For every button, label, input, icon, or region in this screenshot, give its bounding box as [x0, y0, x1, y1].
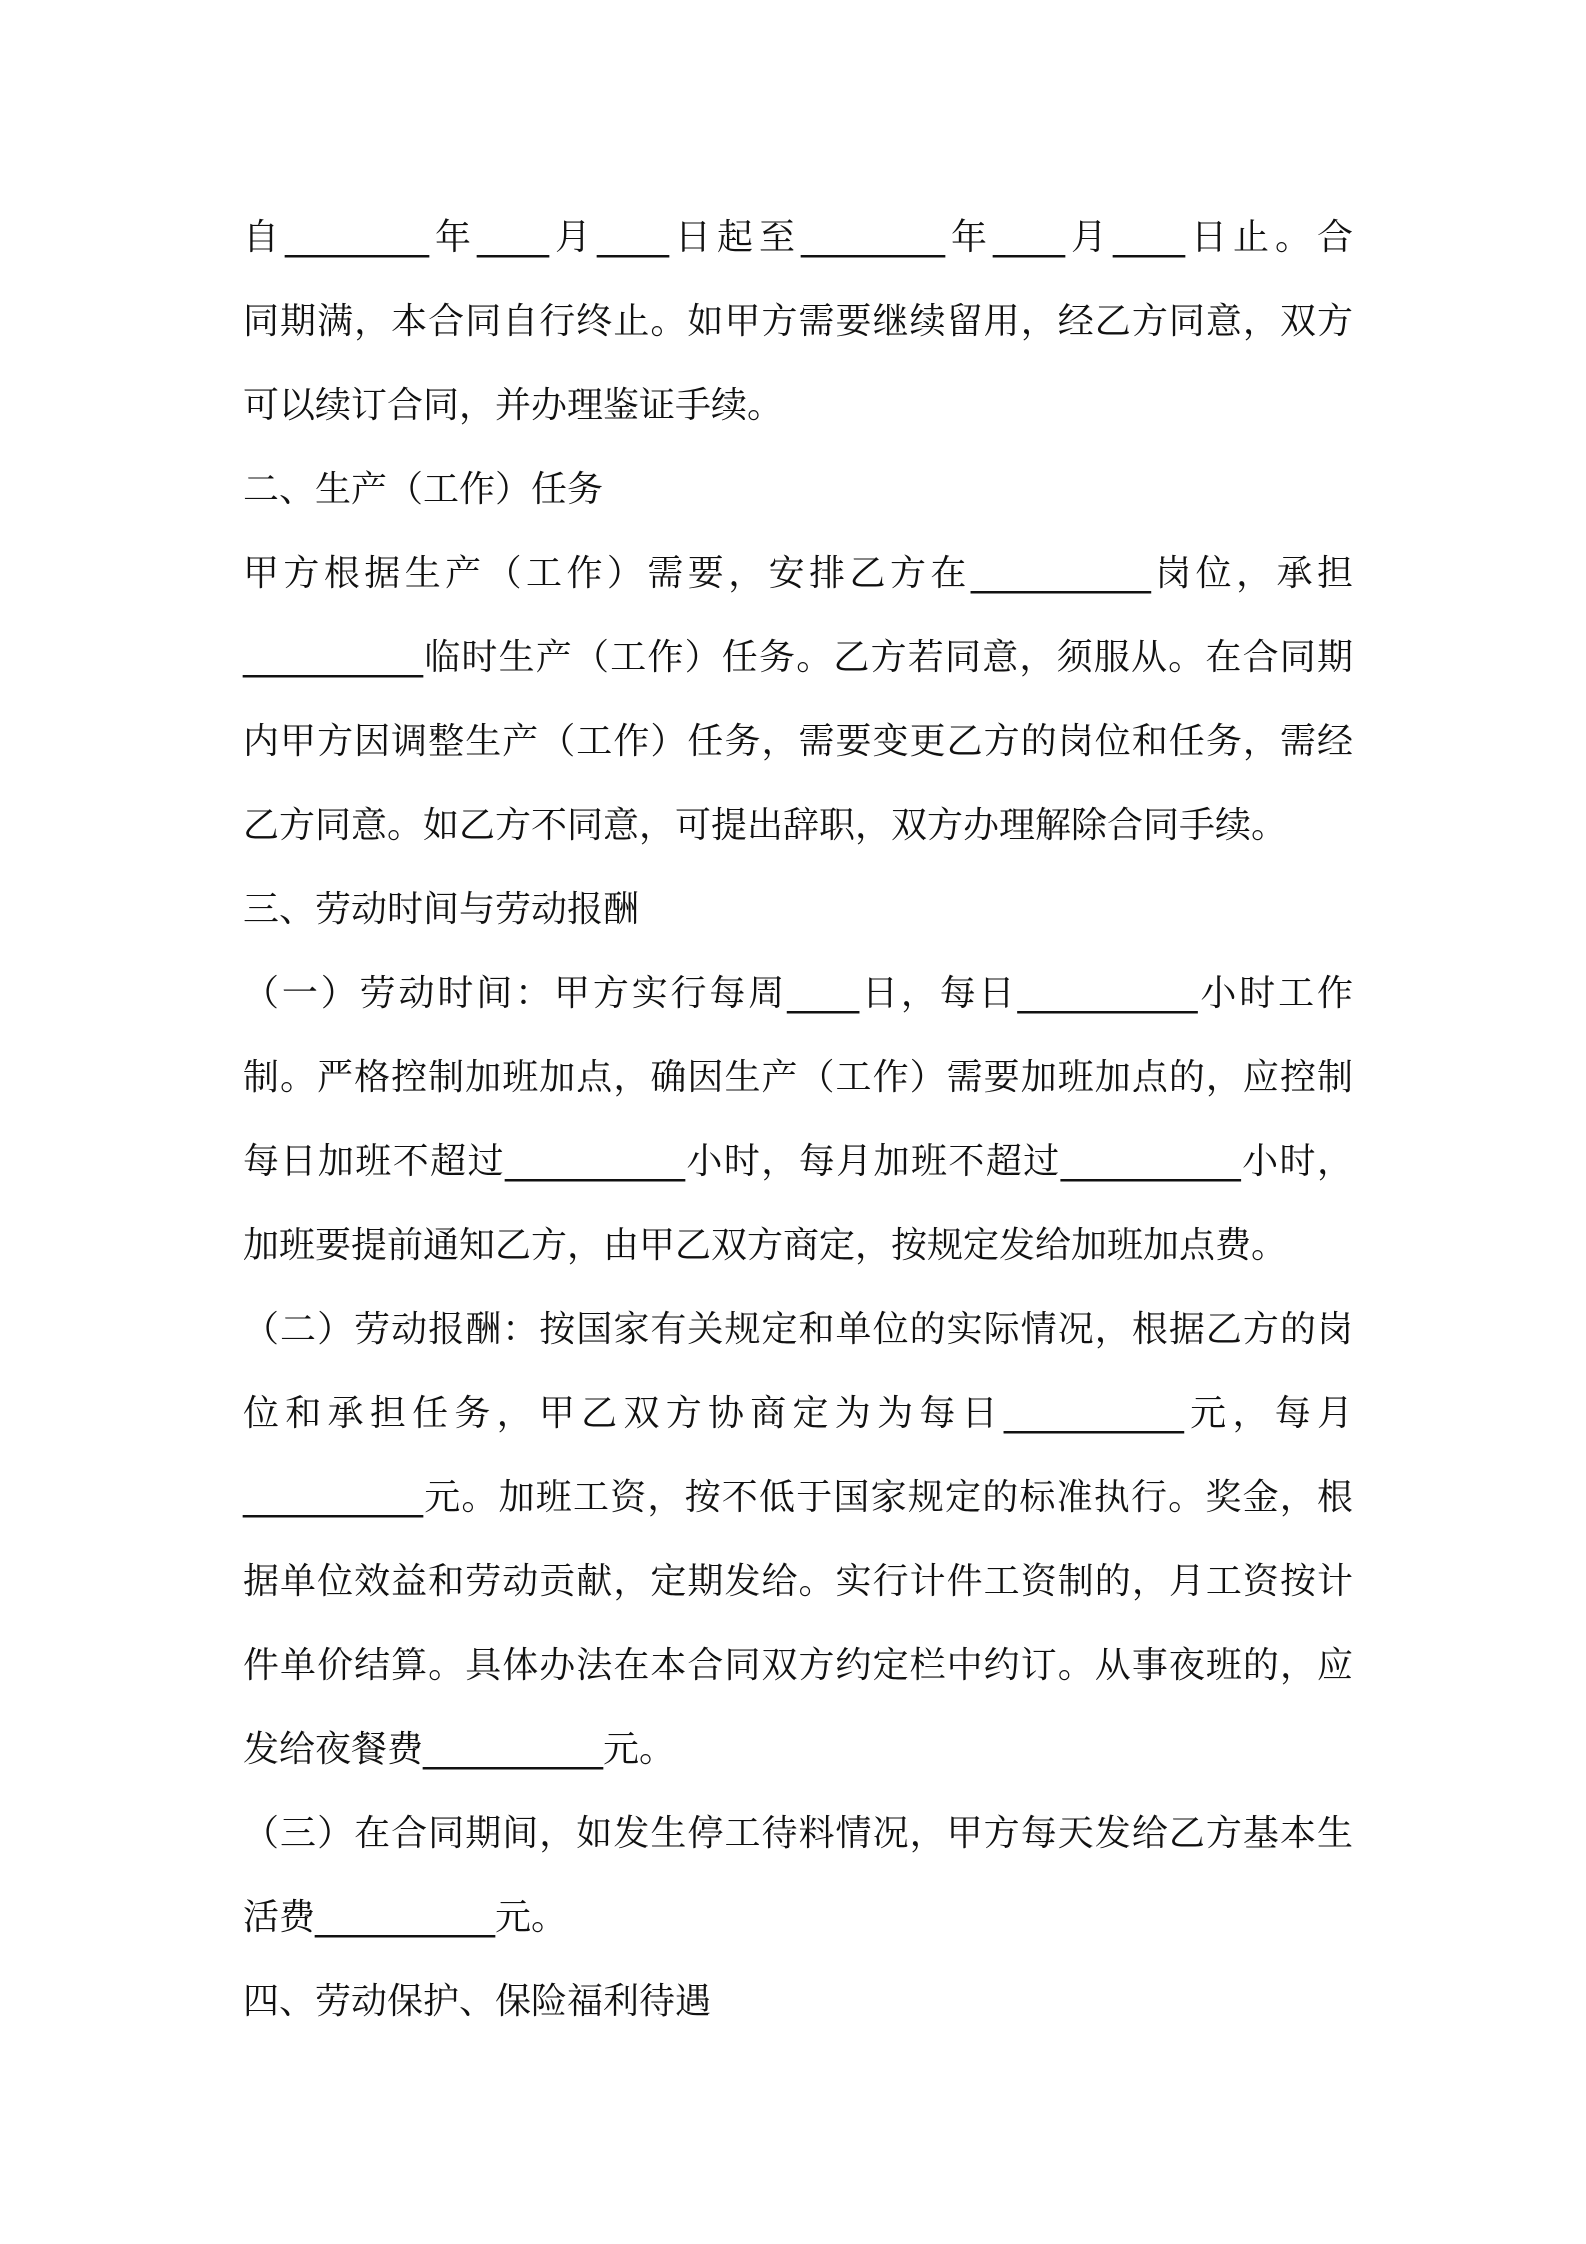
- text-line-16: __________元。加班工资，按不低于国家规定的标准执行。奖金，根: [243, 1477, 1353, 1518]
- text-line-8: 乙方同意。如乙方不同意，可提出辞职，双方办理解除合同手续。: [243, 805, 1288, 846]
- text-line-10: （一）劳动时间：甲方实行每周____日，每日__________小时工作: [243, 973, 1353, 1014]
- text-line-7: 内甲方因调整生产（工作）任务，需要变更乙方的岗位和任务，需经: [243, 721, 1353, 762]
- text-line-1: 自________年____月____日起至________年____月____日止。合: [243, 217, 1353, 258]
- text-line-2: 同期满，本合同自行终止。如甲方需要继续留用，经乙方同意，双方: [243, 301, 1353, 342]
- text-line-5: 甲方根据生产（工作）需要，安排乙方在__________岗位，承担: [243, 553, 1353, 594]
- text-line-3: 可以续订合同，并办理鉴证手续。: [243, 385, 784, 426]
- text-line-14: （二）劳动报酬：按国家有关规定和单位的实际情况，根据乙方的岗: [243, 1309, 1353, 1350]
- text-line-19: 发给夜餐费__________元。: [243, 1729, 676, 1770]
- section-heading-2: 二、生产（工作）任务: [243, 469, 604, 510]
- text-line-13: 加班要提前通知乙方，由甲乙双方商定，按规定发给加班加点费。: [243, 1225, 1288, 1266]
- text-line-15: 位和承担任务，甲乙双方协商定为为每日__________元，每月: [243, 1393, 1353, 1434]
- contract-page: [243, 196, 1353, 2044]
- text-line-21: 活费__________元。: [243, 1897, 568, 1938]
- text-line-6: __________临时生产（工作）任务。乙方若同意，须服从。在合同期: [243, 637, 1353, 678]
- text-line-11: 制。严格控制加班加点，确因生产（工作）需要加班加点的，应控制: [243, 1057, 1353, 1098]
- text-line-17: 据单位效益和劳动贡献，定期发给。实行计件工资制的，月工资按计: [243, 1561, 1353, 1602]
- text-line-20: （三）在合同期间，如发生停工待料情况，甲方每天发给乙方基本生: [243, 1813, 1353, 1854]
- text-line-12: 每日加班不超过__________小时，每月加班不超过__________小时，: [243, 1141, 1353, 1182]
- section-heading-3: 三、劳动时间与劳动报酬: [243, 889, 640, 930]
- text-line-18: 件单价结算。具体办法在本合同双方约定栏中约订。从事夜班的，应: [243, 1645, 1353, 1686]
- section-heading-4: 四、劳动保护、保险福利待遇: [243, 1981, 712, 2022]
